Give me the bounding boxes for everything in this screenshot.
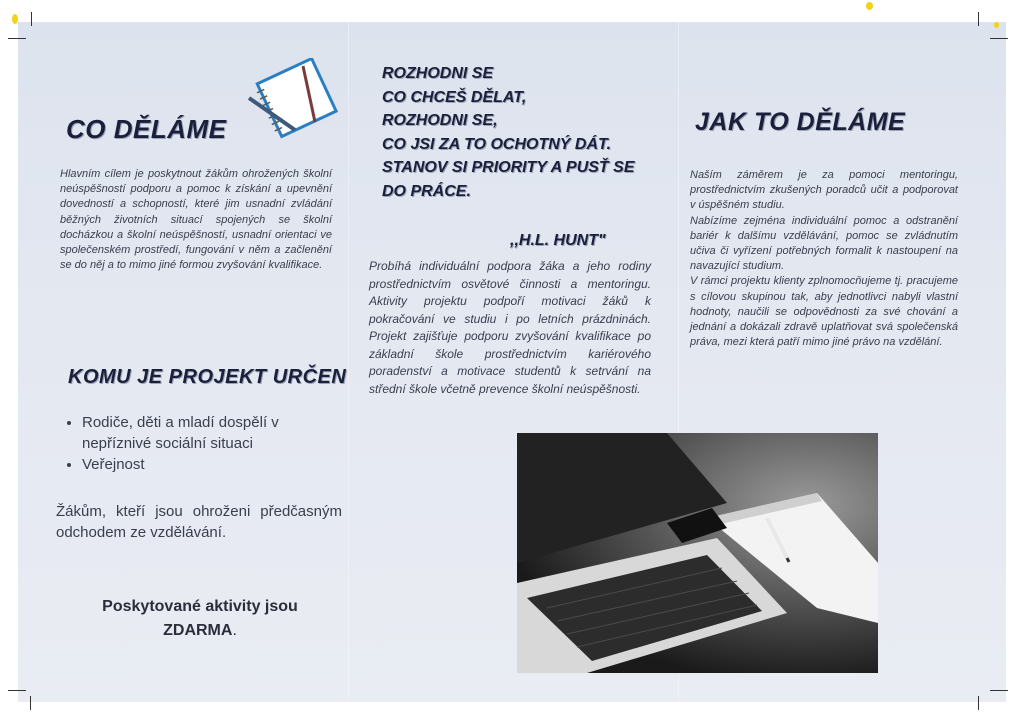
heading-komu-je-projekt-urcen: KOMU JE PROJEKT URČEN bbox=[68, 366, 347, 388]
heading-co-delame: CO DĚLÁME bbox=[66, 114, 227, 144]
notebook-pencil-icon bbox=[243, 58, 343, 140]
crop-mark bbox=[31, 12, 32, 26]
ink-speck bbox=[12, 14, 18, 24]
ink-speck bbox=[866, 2, 873, 10]
right-text-block bbox=[690, 168, 958, 350]
quote-block bbox=[382, 62, 672, 203]
paragraph-individual-help: Nabízíme zejména individuální pomoc a odstranění bariér k dalšímu vzdělávání, pomoc se zvládnutím učiva či vyřízení potřebných formalit k nastoupení na navazující studium. bbox=[690, 214, 958, 273]
quote-line: CO JSI ZA TO OCHOTNÝ DÁT. bbox=[382, 135, 612, 153]
target-group-list bbox=[58, 412, 342, 475]
crop-mark bbox=[8, 690, 26, 691]
quote-line: STANOV SI PRIORITY A PUSŤ SE bbox=[382, 159, 635, 176]
quote-line: ROZHODNI SE, bbox=[382, 112, 498, 129]
free-word: ZDARMA bbox=[163, 622, 233, 639]
paragraph-co-delame: Hlavním cílem je poskytnout žákům ohrožených školní neúspěšností podporu a pomoc k získání a upevnění dovedností a schopností, které jim usnadní zvládání běžných životních situací spojených se školní docházkou a školní neúspěšností, usnadní orientaci ve společenském prostředí, fungování v něm a začlenění se do něj a to mimo jiné formou zvyšování kvalifikace. bbox=[60, 168, 332, 272]
crop-mark bbox=[978, 12, 979, 26]
free-activities-line: Poskytované aktivity jsou bbox=[102, 598, 298, 615]
free-activities-note bbox=[60, 595, 340, 643]
quote-line: DO PRÁCE. bbox=[382, 182, 471, 200]
crop-mark bbox=[990, 690, 1008, 691]
crop-mark bbox=[978, 696, 979, 710]
laptop-notebook-photo-drawing bbox=[517, 433, 878, 673]
quote-line: ROZHODNI SE bbox=[382, 65, 494, 82]
ink-speck bbox=[994, 22, 999, 28]
crop-mark bbox=[30, 696, 31, 710]
list-item: • Rodiče, děti a mladí dospělí v nepříznivé sociální situaci bbox=[82, 412, 342, 454]
paragraph-mentoring: Naším záměrem je za pomoci mentoringu, prostřednictvím zkušených poradců učit a podporovat v úspěšném studiu. bbox=[690, 169, 958, 212]
quote-line: CO CHCEŠ DĚLAT, bbox=[382, 88, 527, 106]
crop-mark bbox=[8, 38, 26, 39]
list-item: • Veřejnost bbox=[82, 454, 342, 475]
free-activities-emphasis bbox=[60, 619, 340, 643]
fold-line-left bbox=[348, 22, 349, 702]
paragraph-early-leavers: Žákům, kteří jsou ohroženi předčasným odchodem ze vzdělávání. bbox=[56, 503, 342, 541]
free-dot: . bbox=[232, 622, 237, 639]
crop-mark bbox=[990, 38, 1008, 39]
laptop-notebook-photo bbox=[517, 433, 878, 673]
quote-author: ,,H.L. HUNT" bbox=[510, 232, 606, 249]
paragraph-individual-support: Probíhá individuální podpora žáka a jeho rodiny prostřednictvím osvětové činnosti a mentoringu. Aktivity projektu podpoří motivaci žáků k pokračování ve studiu i po letních prázdninách. Projekt zajišťuje podporu zvyšování kvalifikace po základní škole prostřednictvím kariérového poradenství a motivace studentů k setrvání na střední škole včetně prevence školní neúspěšnosti. bbox=[369, 259, 651, 396]
paragraph-empowerment: V rámci projektu klienty zplnomocňujeme tj. pracujeme s cílovou skupinou tak, aby jednotlivci nabyli vlastní hodnoty, naučili se odpovědnosti za své chování a jednání a dokázali zdravě uplatňovat svá společenská práva, mezi která patří mimo jiné právo na vzdělání. bbox=[690, 275, 958, 349]
heading-jak-to-delame: JAK TO DĚLÁME bbox=[695, 108, 906, 136]
